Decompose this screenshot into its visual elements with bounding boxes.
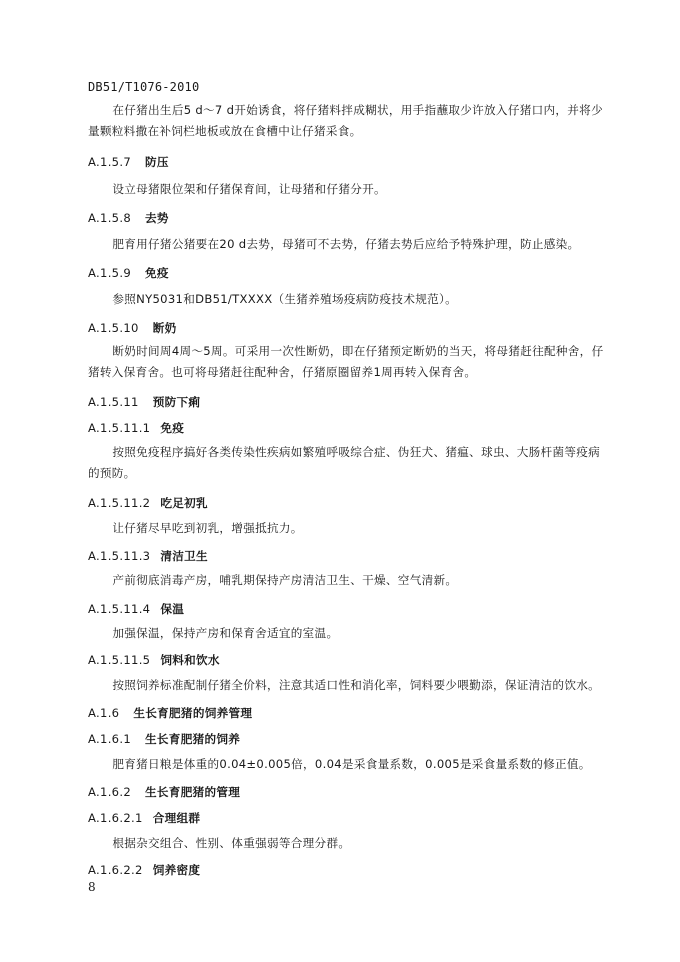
section-title: 防压 <box>145 155 169 169</box>
paragraph-immunization: 参照NY5031和DB51/TXXXX（生猪养殖场疫病防疫技术规范）。 <box>112 292 457 306</box>
section-heading-a1-5-11-2 <box>88 495 208 511</box>
section-title: 断奶 <box>152 321 177 335</box>
section-title: 预防下痢 <box>152 395 201 409</box>
section-heading-a1-5-11 <box>88 394 200 410</box>
section-title: 合理组群 <box>152 811 201 825</box>
section-heading-a1-5-10 <box>88 320 177 336</box>
section-number: A.1.5.10 <box>88 321 139 335</box>
section-heading-a1-5-9 <box>88 265 169 281</box>
section-heading-a1-5-11-5 <box>88 652 220 668</box>
section-number: A.1.6.2.1 <box>88 811 143 825</box>
section-number: A.1.5.11.1 <box>88 421 151 435</box>
section-title: 免疫 <box>160 421 185 435</box>
paragraph-weaning: 断奶时间周4周～5周。可采用一次性断奶，即在仔猪预定断奶的当天，将母猪赶往配种舍，仔猪转入保育舍。也可将母猪赶往配种舍，仔猪原圈留养1周再转入保育舍。 <box>88 344 604 379</box>
paragraph-feed-and-water: 按照饲养标准配制仔猪全价料，注意其适口性和消化率，饲料要少喂勤添，保证清洁的饮水。 <box>112 678 601 692</box>
section-title: 去势 <box>145 211 169 225</box>
paragraph-hygiene: 产前彻底消毒产房，哺乳期保持产房清洁卫生、干燥、空气清新。 <box>112 573 458 587</box>
section-title: 生长育肥猪的饲养 <box>145 732 241 746</box>
section-title: 吃足初乳 <box>160 496 208 510</box>
section-number: A.1.6.1 <box>88 732 132 746</box>
section-heading-a1-6-2-2 <box>88 862 200 878</box>
section-heading-a1-5-7 <box>88 154 169 170</box>
section-title: 饲料和饮水 <box>160 653 220 667</box>
section-heading-a1-5-11-4 <box>88 601 184 617</box>
section-title: 生长育肥猪的管理 <box>145 785 241 799</box>
section-title: 免疫 <box>145 266 169 280</box>
paragraph-grouping: 根据杂交组合、性别、体重强弱等合理分群。 <box>112 836 351 850</box>
section-heading-a1-5-8 <box>88 210 169 226</box>
section-number: A.1.5.11 <box>88 395 139 409</box>
section-title: 保温 <box>160 602 185 616</box>
document-code-header: DB51/T1076-2010 <box>88 80 200 94</box>
paragraph-ration-formula: 肥育猪日粮是体重的0.04±0.005倍，0.04是采食量系数，0.005是采食量系数的修正值。 <box>112 757 591 771</box>
section-number: A.1.5.9 <box>88 266 132 280</box>
section-number: A.1.5.7 <box>88 155 132 169</box>
section-heading-a1-6-2 <box>88 784 240 800</box>
section-heading-a1-6-1 <box>88 731 240 747</box>
section-heading-a1-5-11-1 <box>88 420 184 436</box>
section-heading-a1-6-2-1 <box>88 810 200 826</box>
section-heading-a1-6 <box>88 705 252 721</box>
section-title: 生长育肥猪的饲养管理 <box>133 706 253 720</box>
section-number: A.1.5.8 <box>88 211 132 225</box>
section-number: A.1.6.2.2 <box>88 863 143 877</box>
paragraph-feeding-induction: 在仔猪出生后5 d～7 d开始诱食，将仔猪料拌成糊状，用手指蘸取少许放入仔猪口内，并将少量颗粒料撒在补饲栏地板或放在食槽中让仔猪采食。 <box>88 103 603 138</box>
section-number: A.1.5.11.4 <box>88 602 151 616</box>
section-number: A.1.5.11.3 <box>88 549 151 563</box>
paragraph-castration: 肥育用仔猪公猪要在20 d去势，母猪可不去势，仔猪去势后应给予特殊护理，防止感染。 <box>112 237 580 251</box>
paragraph-vaccination-program: 按照免疫程序搞好各类传染性疾病如繁殖呼吸综合症、伪狂犬、猪瘟、球虫、大肠杆菌等疫病的预防。 <box>88 445 601 480</box>
section-number: A.1.5.11.2 <box>88 496 151 510</box>
paragraph-crush-prevention: 设立母猪限位架和仔猪保育间，让母猪和仔猪分开。 <box>112 182 386 196</box>
section-title: 饲养密度 <box>152 863 201 877</box>
section-number: A.1.6.2 <box>88 785 132 799</box>
section-heading-a1-5-11-3 <box>88 548 208 564</box>
section-number: A.1.6 <box>88 706 120 720</box>
section-number: A.1.5.11.5 <box>88 653 151 667</box>
section-title: 清洁卫生 <box>160 549 208 563</box>
paragraph-warmth: 加强保温，保持产房和保育舍适宜的室温。 <box>112 626 339 640</box>
paragraph-colostrum: 让仔猪尽早吃到初乳，增强抵抗力。 <box>112 521 303 535</box>
page-number: 8 <box>88 880 96 894</box>
